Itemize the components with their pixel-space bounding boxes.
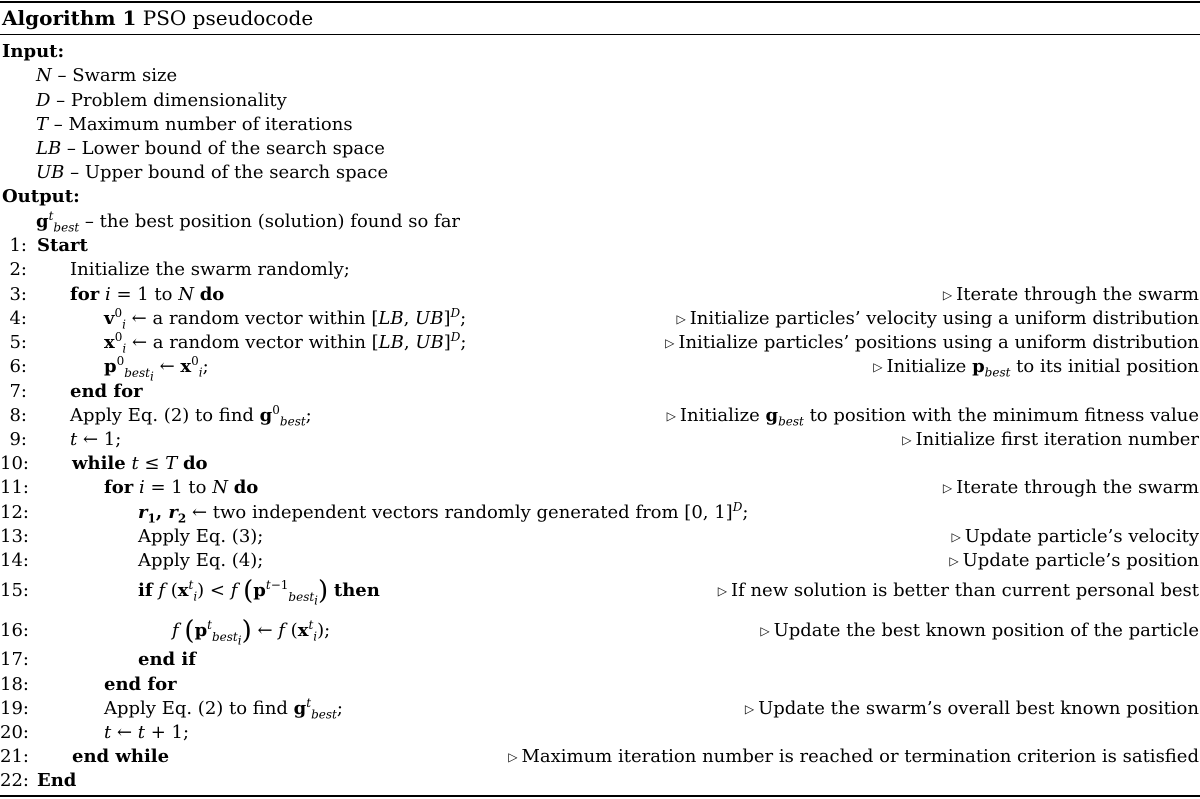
line-4 [0,307,1200,331]
code-text: for i = 1 to N do [70,284,225,305]
comment-triangle-icon: ▷ [760,624,770,638]
comment: ▷ Iterate through the swarm [942,284,1199,305]
input-heading: Input: [2,41,65,62]
keyword-end-for: end for [104,674,177,695]
comment-triangle-icon: ▷ [902,433,912,447]
line-13 [0,525,1200,549]
comment: ▷ Initialize particles’ positions using a uniform distribution [665,332,1199,353]
line-number: 21: [0,746,29,767]
line-12 [0,501,1200,525]
line-number: 4: [9,308,27,329]
code-text: for i = 1 to N do [104,477,259,498]
code-text: f $(p^t_{best_i})$ ← f $(x^t_i)$; [172,616,331,647]
caption-label: Algorithm 1 [2,6,137,30]
line-2 [0,258,1200,282]
caption-rule [0,34,1200,35]
caption-title: PSO pseudocode [142,6,314,30]
line-17 [0,648,1200,672]
comment-triangle-icon: ▷ [666,409,676,423]
line-number: 1: [9,235,27,256]
line-number: 17: [0,649,29,670]
line-11 [0,476,1200,500]
algorithm-caption [2,3,313,33]
line-20 [0,721,1200,745]
line-22 [0,769,1200,793]
line-number: 5: [9,332,27,353]
comment-triangle-icon: ▷ [744,702,755,716]
line-number: 18: [0,674,29,695]
line-number: 11: [0,477,29,498]
comment-triangle-icon: ▷ [951,530,961,544]
code-text: $x^0_i$ ← a random vector within [LB, UB]$^D$; [104,330,467,356]
input-item-lower-bound: LB – Lower bound of the search space [36,138,385,159]
line-3 [0,283,1200,307]
comment: ▷ Update particle’s position [949,550,1199,571]
keyword-end-for: end for [70,381,143,402]
code-text: t ← 1; [70,429,122,450]
comment-triangle-icon: ▷ [942,288,953,302]
comment: ▷ Initialize particles’ velocity using a uniform distribution [676,308,1199,329]
line-10 [0,452,1200,476]
line-14 [0,549,1200,573]
output-heading: Output: [2,186,80,207]
keyword-end-if: end if [138,649,196,670]
comment: ▷ If new solution is better than current personal best [717,580,1199,601]
comment: ▷ Maximum iteration number is reached or termination criterion is satisfied [508,746,1199,767]
bottom-rule [0,795,1200,797]
output-item-gbest: $g^t_{best}$ – the best position (solution) found so far [36,209,461,235]
line-5 [0,331,1200,355]
line-1 [0,234,1200,258]
code-text: Apply Eq. (4); [138,550,264,571]
comment: ▷ Initialize $g_{best}$ to position with the minimum fitness value [666,405,1199,429]
line-number: 8: [9,405,27,426]
line-number: 12: [0,502,29,523]
line-number: 20: [0,722,29,743]
code-text: if f $(x^t_i) < f$ $(p^{t-1}_{best_i})$ then [138,576,380,607]
line-number: 15: [0,580,29,601]
comment: ▷ Update particle’s velocity [951,526,1199,547]
comment: ▷ Initialize first iteration number [902,429,1199,450]
line-number: 19: [0,698,29,719]
line-number: 13: [0,526,29,547]
line-16 [0,616,1200,647]
code-text: Apply Eq. (2) to find $g^t_{best}$; [104,696,343,722]
keyword-end: End [37,770,77,791]
comment: ▷ Iterate through the swarm [942,477,1199,498]
input-item-dimensionality: D – Problem dimensionality [36,90,287,111]
line-7 [0,380,1200,404]
input-item-swarm-size: N – Swarm size [36,65,178,86]
code-text: Apply Eq. (2) to find $g^0_{best}$; [70,403,312,429]
line-21 [0,745,1200,769]
line-number: 16: [0,620,29,641]
comment-triangle-icon: ▷ [717,584,727,598]
line-number: 3: [9,284,27,305]
input-item-upper-bound: UB – Upper bound of the search space [36,162,389,183]
code-text: Apply Eq. (3); [138,526,264,547]
code-text: Initialize the swarm randomly; [70,259,350,280]
comment-triangle-icon: ▷ [665,336,675,350]
keyword-start: Start [37,235,88,256]
code-text: $v^0_i$ ← a random vector within [LB, UB]$^D$; [104,306,467,332]
comment: ▷ Update the best known position of the particle [760,620,1199,641]
line-number: 6: [9,356,27,377]
code-text: $r_1$, $r_2$ ← two independent vectors randomly generated from [0, 1]$^D$; [138,500,749,526]
comment-triangle-icon: ▷ [873,360,883,374]
line-number: 9: [9,429,27,450]
code-text: $p^0_{best_i}$ ← $x^0_i$; [104,354,209,383]
comment-triangle-icon: ▷ [508,750,518,764]
line-number: 10: [0,453,29,474]
line-19 [0,697,1200,721]
input-item-max-iterations: T – Maximum number of iterations [36,114,353,135]
code-text: t ← t + 1; [104,722,190,743]
keyword-end-while: end while [72,746,170,767]
line-15 [0,576,1200,607]
comment: ▷ Update the swarm’s overall best known position [744,698,1199,719]
line-number: 14: [0,550,29,571]
line-number: 2: [9,259,27,280]
line-6 [0,354,1200,383]
code-text: while t ≤ T do [72,453,208,474]
line-18 [0,673,1200,697]
comment-triangle-icon: ▷ [676,312,686,326]
line-9 [0,428,1200,452]
line-8 [0,404,1200,428]
comment-triangle-icon: ▷ [942,481,953,495]
comment: ▷ Initialize $p_{best}$ to its initial position [873,356,1199,380]
line-number: 7: [9,381,27,402]
line-number: 22: [0,770,29,791]
comment-triangle-icon: ▷ [949,554,959,568]
